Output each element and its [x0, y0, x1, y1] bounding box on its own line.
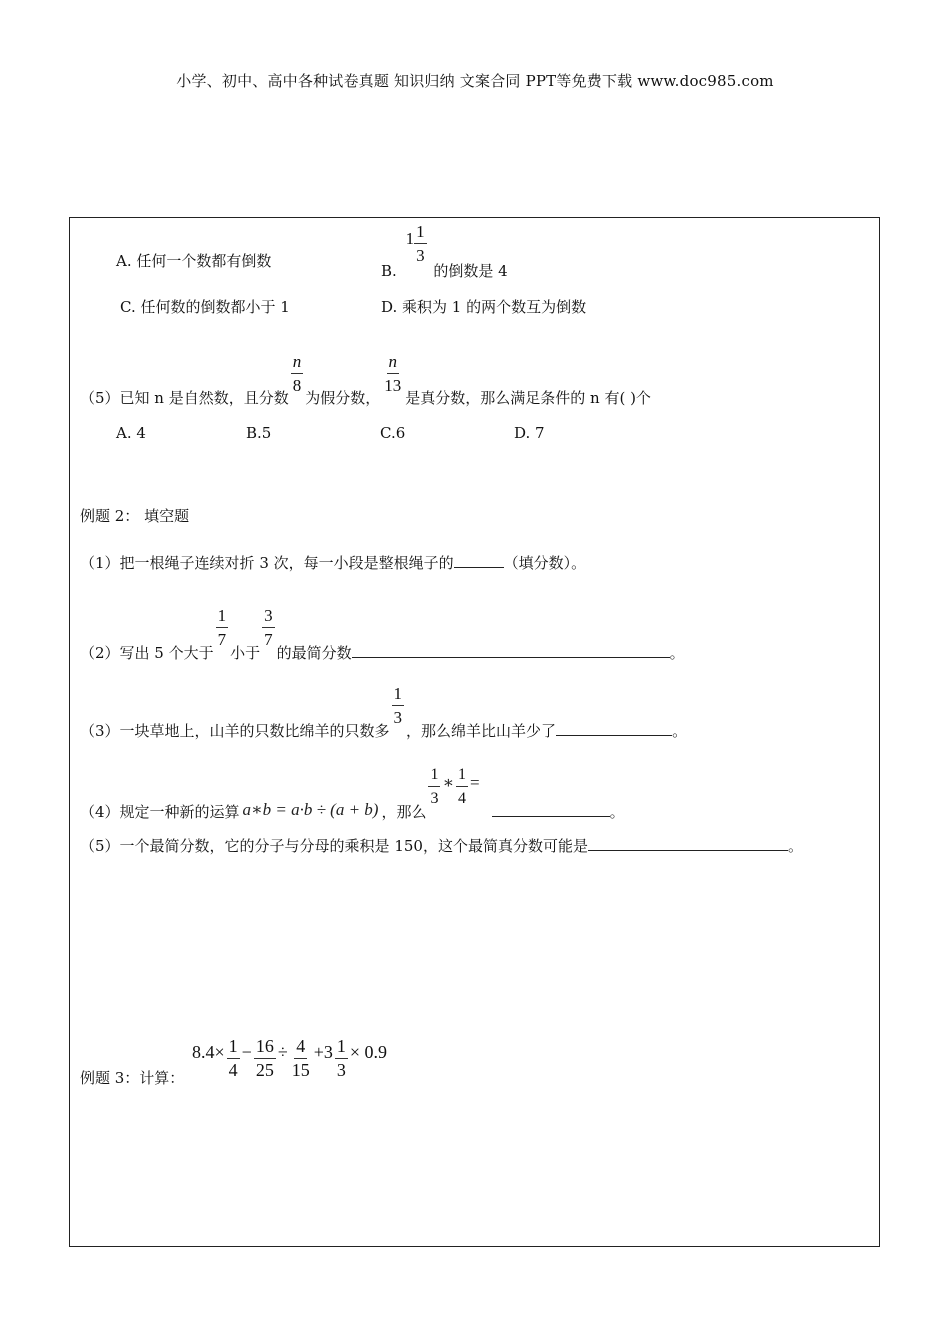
ex2-item3-text-2: ，那么绵羊比山羊少了 — [406, 721, 557, 740]
mixed-number — [406, 222, 429, 265]
ex2-item1 — [80, 553, 586, 573]
fraction-n-over-13: $\frac{n}{13}$ — [384, 352, 402, 395]
q5-text-2: 为假分数， — [305, 388, 381, 407]
answer-blank-5[interactable] — [588, 836, 788, 851]
fraction-1-4b: $\frac{1}{4}$ — [228, 1036, 238, 1080]
answer-blank-2[interactable] — [352, 643, 670, 658]
mixed-whole: 1 — [405, 229, 415, 249]
option-c: C. 任何数的倒数都小于 1 — [120, 298, 290, 316]
fraction-1-3: $\frac{1}{3}$ — [393, 684, 403, 727]
page-header: 小学、初中、高中各种试卷真题 知识归纳 文案合同 PPT等免费下载 www.doc985.com — [176, 72, 774, 90]
option-b-label: B. — [381, 262, 397, 281]
equals-sign: = — [470, 772, 480, 792]
q5-option-b: B.5 — [246, 424, 272, 442]
fraction-one-third: $\frac{1}{3}$ — [416, 222, 425, 265]
ex2-item1-text: （1）把一根绳子连续对折 3 次，每一小段是整根绳子的 — [80, 554, 454, 572]
ex2-item3-text-1: （3）一块草地上，山羊的只数比绵羊的只数多 — [80, 721, 390, 740]
ex2-item2-text-2: 小于 — [230, 643, 261, 662]
option-d: D. 乘积为 1 的两个数互为倒数 — [381, 298, 587, 316]
option-a: A. 任何一个数都有倒数 — [116, 252, 272, 270]
fraction-1-7: $\frac{1}{7}$ — [217, 606, 227, 649]
fraction-n-over-8: $\frac{n}{8}$ — [292, 352, 302, 395]
ex2-item2-text-3: 的最简分数 — [276, 643, 352, 662]
plus-three: +3 — [313, 1041, 333, 1062]
q5-line — [80, 346, 651, 406]
example3-expression — [192, 1037, 387, 1080]
ex2-item4-text-2: ，那么 — [381, 802, 427, 821]
expr-term-1: 8.4× — [192, 1041, 225, 1062]
minus-sign: − — [241, 1041, 252, 1062]
ex2-item2-end: 。 — [669, 643, 685, 662]
fraction-1-3b: $\frac{1}{3}$ — [430, 766, 439, 807]
ex2-item2-text-1: （2）写出 5 个大于 — [80, 643, 214, 662]
fraction-16-25: $\frac{16}{25}$ — [255, 1036, 274, 1080]
ex2-item5-text: （5）一个最简分数，它的分子与分母的乘积是 150，这个最简真分数可能是 — [80, 837, 588, 855]
ex2-item1-hint: （填分数）。 — [503, 554, 587, 572]
expr-term-last: × 0.9 — [349, 1041, 388, 1062]
ex2-item2 — [80, 598, 685, 662]
answer-blank-4[interactable] — [492, 802, 610, 817]
q5-option-a: A. 4 — [116, 424, 146, 442]
fraction-1-4: $\frac{1}{4}$ — [458, 766, 467, 807]
divide-sign: ÷ — [277, 1041, 288, 1062]
operation-formula: a∗b = a·b ÷ (a + b) — [242, 799, 379, 819]
star-operator: ∗ — [442, 772, 455, 792]
ex2-item5-end: 。 — [787, 837, 803, 855]
ex2-item4-end: 。 — [609, 802, 625, 821]
fraction-3-7: $\frac{3}{7}$ — [264, 606, 273, 649]
fraction-4-15: $\frac{4}{15}$ — [291, 1036, 310, 1080]
ex2-item4-text-1: （4）规定一种新的运算 — [80, 802, 240, 821]
example2-title: 例题 2： 填空题 — [80, 507, 190, 525]
fraction-1-3c: $\frac{1}{3}$ — [336, 1036, 346, 1080]
ex2-item3-end: 。 — [672, 721, 688, 740]
option-b-text: 的倒数是 4 — [433, 262, 508, 281]
ex2-item3 — [80, 676, 688, 740]
answer-blank-1[interactable] — [454, 553, 504, 568]
answer-blank-3[interactable] — [556, 721, 672, 736]
q5-option-d: D. 7 — [514, 424, 545, 442]
q5-text-3: 是真分数，那么满足条件的 n 有( )个 — [405, 388, 651, 407]
ex2-item4 — [80, 757, 625, 821]
q5-option-c: C.6 — [380, 424, 406, 442]
example3-label: 例题 3：计算： — [80, 1069, 185, 1087]
q5-text-1: （5）已知 n 是自然数，且分数 — [80, 388, 289, 407]
ex2-item5 — [80, 836, 803, 856]
option-b — [381, 222, 508, 281]
